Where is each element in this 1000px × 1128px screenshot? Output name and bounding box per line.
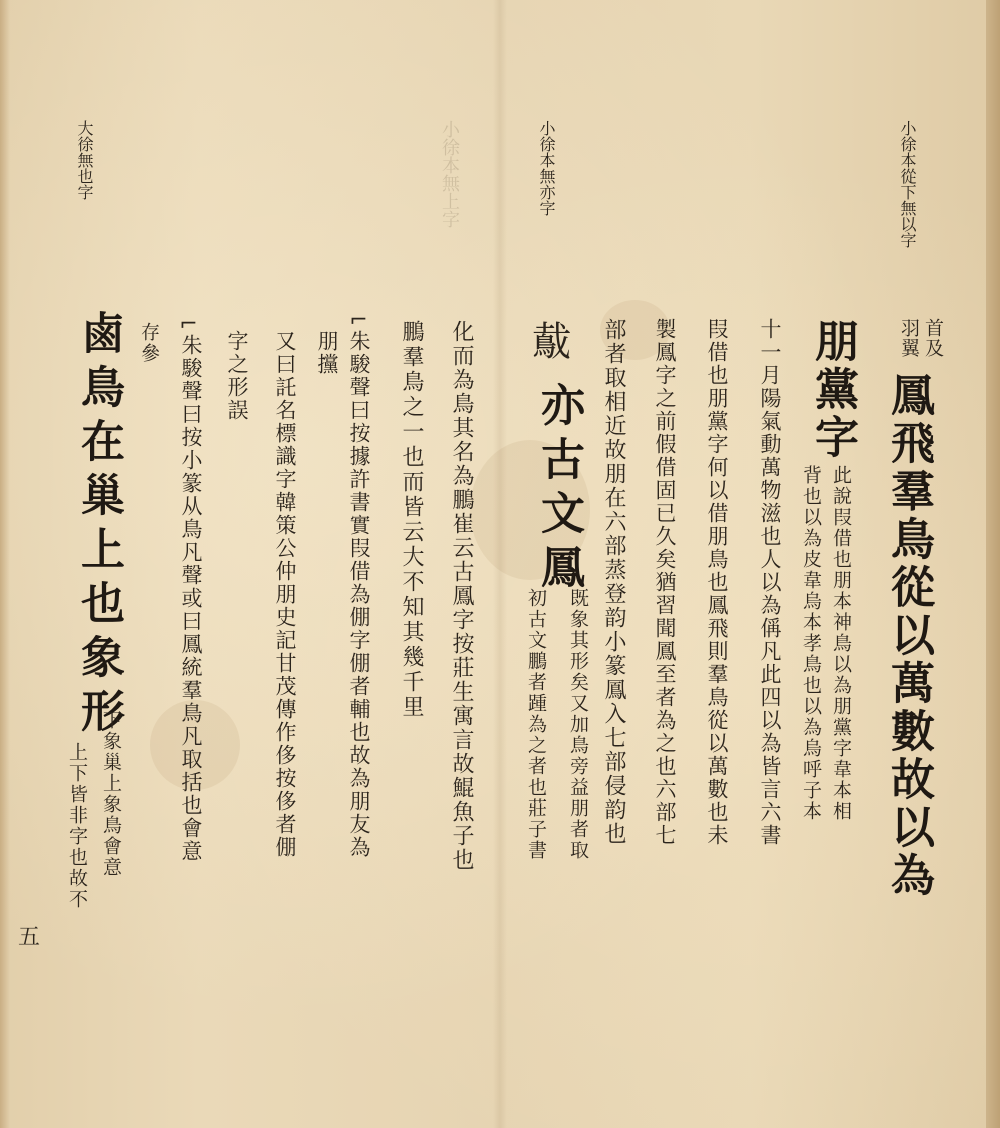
ancient-note-1: 既象其形矣又加鳥旁益朋者取: [567, 588, 589, 861]
headword-feng: 鳳飛羣鳥從以萬數故以為: [883, 372, 934, 900]
headword-xi: 鹵鳥在巢上也象形: [73, 310, 124, 742]
xi-note-1: 下象巢上象鳥會意: [100, 710, 122, 878]
page-number: 五: [18, 925, 41, 950]
body-line: 又曰託名標識字韓策公仲朋史記甘茂傳作侈按侈者倗: [273, 330, 297, 859]
commentary-line-1: 此說叚借也朋本神鳥以為朋黨字韋本相: [830, 465, 852, 822]
body-line: 鵬羣鳥之一也而皆云大不知其幾千里: [399, 320, 424, 720]
body-line: 部者取相近故朋在六部蒸登韵小篆鳳入七部侵韵也: [601, 318, 626, 846]
ancient-note-2: 初古文鵬者踵為之者也莊子書: [525, 588, 547, 861]
ancient-glyph: 䳒: [525, 320, 571, 360]
body-line: 化而為鳥其名為鵬崔云古鳳字按莊生寓言故鯤魚子也: [449, 320, 474, 872]
headword-pengdang: 朋黨字: [807, 318, 858, 462]
radical-note: 羽翼: [898, 318, 920, 358]
commentary-line-2: 背也以為皮韋烏本孝鳥也以為烏呼子本: [800, 465, 822, 822]
body-line: 十一月陽氣動萬物滋也人以為偁凡此四以為皆言六書: [758, 318, 782, 847]
body-line: 叚借也朋黨字何以借朋鳥也鳳飛則羣鳥從以萬數也未: [705, 318, 729, 847]
body-line: 朱駿聲曰按據許書實叚借為倗字倗者輔也故為朋友為: [347, 330, 371, 859]
headword-ancient: 亦古文鳳: [533, 382, 584, 598]
body-line: 製鳳字之前假借固已久矣猶習聞鳳至者為之也六部七: [653, 318, 677, 847]
left-edge-shadow: [0, 0, 10, 1128]
body-line: 存參: [138, 322, 160, 364]
margin-note-2: 小徐本無亦字: [537, 120, 556, 216]
citation-mark: ⌐: [346, 308, 371, 333]
citation-mark: ⌐: [176, 312, 201, 337]
margin-note-3: 大徐無也字: [75, 120, 94, 200]
xi-note-2: 上下皆非字也故不: [66, 742, 88, 910]
ghost-note: 小徐本無上字: [439, 120, 460, 228]
radical-note-2: 首及: [922, 318, 944, 358]
right-edge: [986, 0, 1000, 1128]
body-line: 朱駿聲曰按小篆从鳥凡聲或曰鳳統羣鳥凡取括也會意: [179, 334, 203, 863]
body-line: 字之形誤: [225, 330, 249, 422]
margin-note-1: 小徐本從下無以字: [898, 120, 917, 248]
body-line: 朋攩: [315, 330, 339, 376]
